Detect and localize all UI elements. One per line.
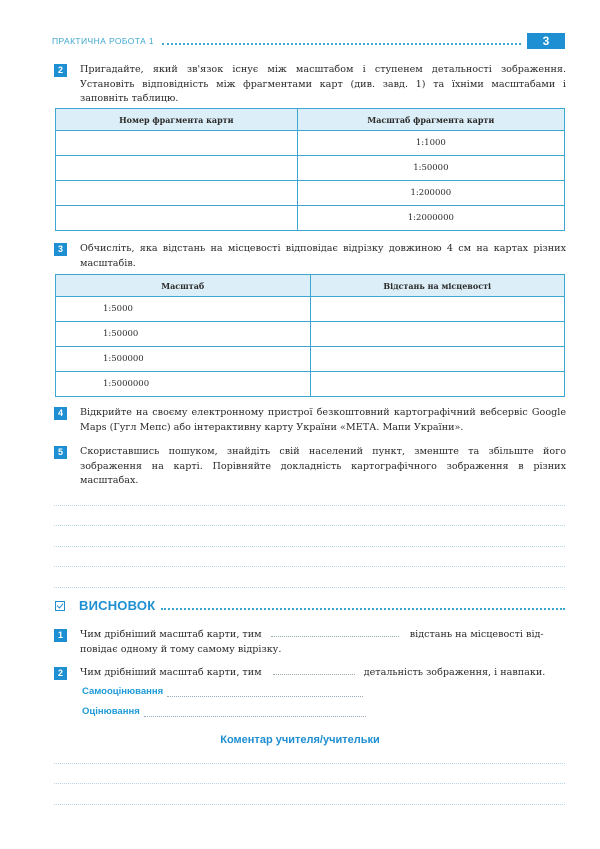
conclusion-item-1 bbox=[54, 628, 566, 657]
table-row bbox=[56, 206, 565, 231]
conclusion-item-2 bbox=[54, 666, 566, 681]
teacher-comment-lines[interactable] bbox=[54, 743, 565, 805]
table-row bbox=[56, 372, 565, 397]
task-3 bbox=[54, 242, 566, 271]
answer-cell[interactable] bbox=[56, 206, 298, 231]
item-number-badge: 2 bbox=[54, 667, 67, 680]
answer-cell[interactable] bbox=[310, 322, 565, 347]
fill-in-blank[interactable] bbox=[271, 628, 399, 637]
task-4 bbox=[54, 406, 566, 435]
answer-cell[interactable] bbox=[56, 181, 298, 206]
answer-cell[interactable] bbox=[56, 131, 298, 156]
answer-line[interactable] bbox=[54, 485, 565, 506]
table-row bbox=[56, 347, 565, 372]
conclusion-text: Чим дрібніший масштаб карти, тим детальність зображення, і навпаки. bbox=[80, 667, 546, 678]
checkbox-check-icon bbox=[55, 601, 65, 611]
task-number-badge: 2 bbox=[54, 64, 67, 77]
task-text: Відкрийте на своєму електронному пристрої безкоштовний картографічний вебсервіс Google Maps (Гугл Мепс) або інтерактивну карту України «МЕТА. Мапи України». bbox=[80, 407, 566, 433]
comment-line[interactable] bbox=[54, 743, 565, 764]
self-assessment-row bbox=[82, 686, 363, 697]
answer-cell[interactable] bbox=[310, 372, 565, 397]
answer-line[interactable] bbox=[54, 547, 565, 568]
scale-distance-table bbox=[55, 274, 565, 397]
scale-cell: 1:5000 bbox=[56, 297, 311, 322]
page-number-badge: 3 bbox=[527, 33, 565, 49]
self-assessment-label: Самооцінювання bbox=[82, 686, 164, 697]
conclusion-dotted-rule bbox=[161, 608, 565, 610]
self-assessment-field[interactable] bbox=[167, 688, 363, 697]
assessment-field[interactable] bbox=[144, 708, 366, 717]
answer-line[interactable] bbox=[54, 567, 565, 588]
scale-cell: 1:1000 bbox=[297, 131, 564, 156]
scale-cell: 1:500000 bbox=[56, 347, 311, 372]
conclusion-title: ВИСНОВОК bbox=[79, 598, 156, 613]
item-number-badge: 1 bbox=[54, 629, 67, 642]
task-text: Обчисліть, яка відстань на місцевості відповідає відрізку довжиною 4 см на картах різних масштабів. bbox=[80, 243, 566, 269]
task-number-badge: 4 bbox=[54, 407, 67, 420]
table-header-row bbox=[56, 275, 565, 297]
scale-cell: 1:2000000 bbox=[297, 206, 564, 231]
table-row bbox=[56, 322, 565, 347]
table-row bbox=[56, 181, 565, 206]
scale-cell: 1:50000 bbox=[297, 156, 564, 181]
scale-cell: 1:50000 bbox=[56, 322, 311, 347]
header-dotted-rule bbox=[162, 43, 521, 45]
conclusion-heading bbox=[55, 598, 565, 613]
task-number-badge: 3 bbox=[54, 243, 67, 256]
column-header: Номер фрагмента карти bbox=[56, 109, 298, 131]
page-header bbox=[52, 33, 565, 49]
scale-cell: 1:5000000 bbox=[56, 372, 311, 397]
answer-cell[interactable] bbox=[310, 297, 565, 322]
table-row bbox=[56, 131, 565, 156]
assessment-label: Оцінювання bbox=[82, 706, 140, 717]
answer-lines-task-5[interactable] bbox=[54, 485, 565, 588]
table-row bbox=[56, 297, 565, 322]
table-header-row bbox=[56, 109, 565, 131]
answer-cell[interactable] bbox=[310, 347, 565, 372]
assessment-row bbox=[82, 706, 366, 717]
column-header: Відстань на місцевості bbox=[310, 275, 565, 297]
task-text: Скориставшись пошуком, знайдіть свій населений пункт, зменште та збільште його зображення на карті. Порівняйте докладність картографічного зображення в різних масштабах. bbox=[80, 446, 566, 486]
answer-line[interactable] bbox=[54, 526, 565, 547]
column-header: Масштаб фрагмента карти bbox=[297, 109, 564, 131]
table-row bbox=[56, 156, 565, 181]
fragment-scale-table bbox=[55, 108, 565, 231]
comment-line[interactable] bbox=[54, 784, 565, 805]
column-header: Масштаб bbox=[56, 275, 311, 297]
comment-line[interactable] bbox=[54, 764, 565, 785]
task-2 bbox=[54, 63, 566, 107]
task-text: Пригадайте, який зв'язок існує між масштабом і ступенем детальності зображення. Установіть відповідність між фрагментами карт (див. завд. 1) та їхніми масштабами і заповніть таблицю. bbox=[80, 64, 566, 104]
conclusion-text: Чим дрібніший масштаб карти, тим відстань на місцевості від- повідає одному й тому самому відрізку. bbox=[80, 629, 544, 655]
task-5 bbox=[54, 445, 566, 489]
teacher-comment-title: Коментар учителя/учительки bbox=[220, 734, 380, 746]
answer-line[interactable] bbox=[54, 506, 565, 527]
fill-in-blank[interactable] bbox=[273, 666, 355, 675]
scale-cell: 1:200000 bbox=[297, 181, 564, 206]
task-number-badge: 5 bbox=[54, 446, 67, 459]
answer-cell[interactable] bbox=[56, 156, 298, 181]
section-title: ПРАКТИЧНА РОБОТА 1 bbox=[52, 36, 155, 46]
